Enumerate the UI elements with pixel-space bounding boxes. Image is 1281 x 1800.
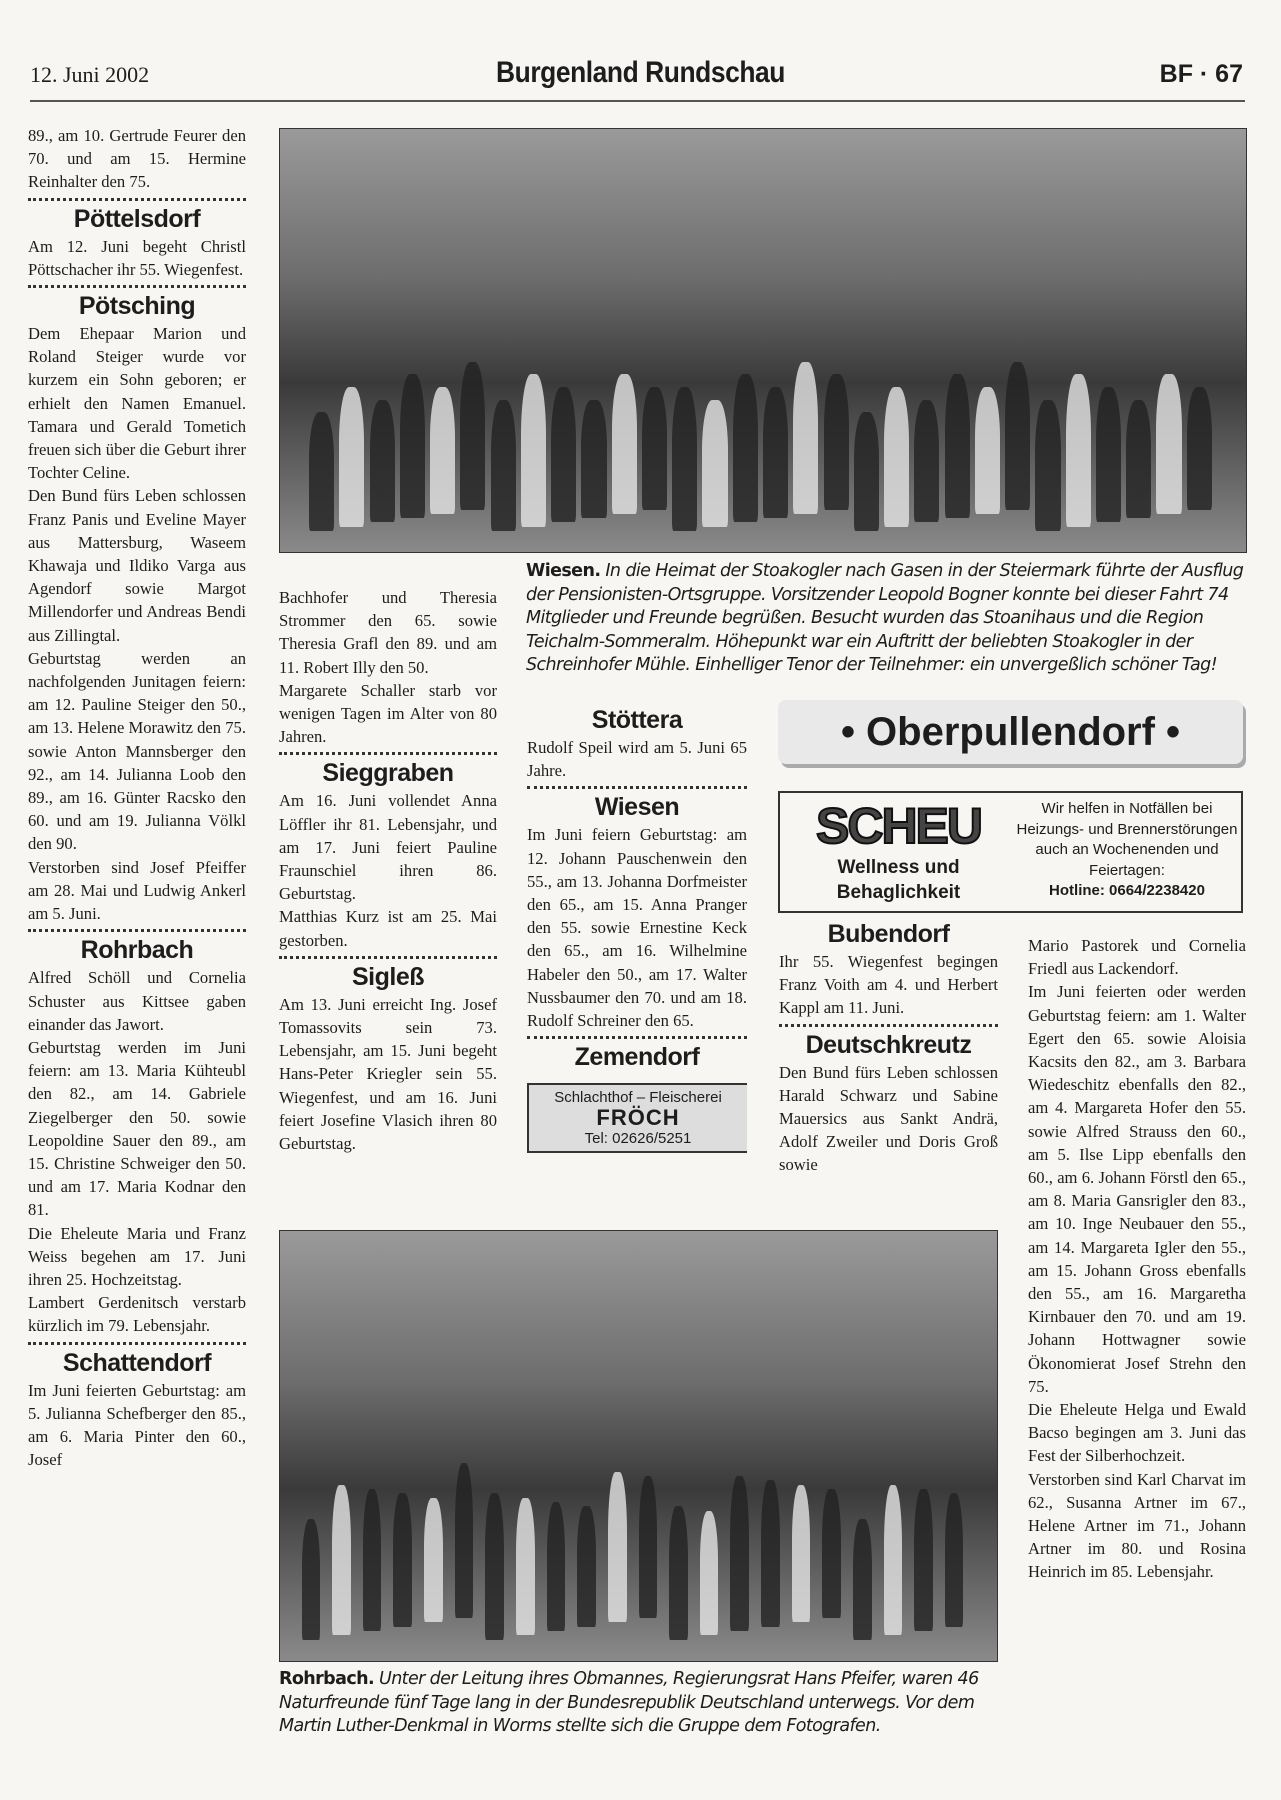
section-heading: Deutschkreutz xyxy=(805,1030,972,1059)
caption-text: Unter der Leitung ihres Obmannes, Regierungsrat Hans Pfeifer, waren 46 Naturfreunde fünf Tage lang in der Bundesrepublik Deutschland unterwegs. Vor dem Martin Luther-Denkmal in Worms stellte sich die Gruppe dem Fotografen. xyxy=(279,1669,979,1736)
photo-person-silhouette xyxy=(884,1485,903,1636)
froech-line1: Schlachthof – Fleischerei xyxy=(554,1089,722,1107)
dotted-separator xyxy=(28,285,246,288)
article-paragraph: Geburtstag werden im Juni feiern: am 13. Maria Kühteubl den 82., am 14. Gabriele Ziegelberger den 50. sowie Leopoldine Sauer den 89., am 15. Christine Schweiger den 50. und am 17. Maria Kodnar den 81. xyxy=(28,1037,246,1220)
article-paragraph: Die Eheleute Maria und Franz Weiss begehen am 17. Juni ihren 25. Hochzeitstag. xyxy=(28,1223,246,1289)
photo-person-silhouette xyxy=(763,387,788,518)
article-paragraph: Matthias Kurz ist am 25. Mai gestorben. xyxy=(279,907,497,950)
photo-person-silhouette xyxy=(822,1489,841,1618)
photo-person-silhouette xyxy=(1126,400,1151,518)
photo-person-silhouette xyxy=(1096,387,1121,522)
photo-person-silhouette xyxy=(363,1489,382,1631)
caption-lead: Wiesen. xyxy=(526,561,601,581)
scheu-text xyxy=(1016,799,1238,902)
caption-lead: Rohrbach. xyxy=(279,1669,375,1689)
photo-person-silhouette xyxy=(1005,362,1030,510)
ad-froech xyxy=(527,1083,747,1153)
photo-person-silhouette xyxy=(577,1506,596,1626)
froech-name: FRÖCH xyxy=(596,1105,680,1131)
photo-person-silhouette xyxy=(884,387,909,527)
photo-person-silhouette xyxy=(302,1519,321,1639)
section-heading: Sigleß xyxy=(351,962,424,991)
article-paragraph: Im Juni feiern Geburtstag: am 12. Johann Pauschenwein den 55., am 13. Johanna Dorfmeister den 65., am 15. Anna Pranger den 55. sowie Ernestine Keck den 65., am 16. Wilhelmine Habeler den 50., am 17. Walter Nussbaumer den 70. und am 18. Rudolf Schreiner den 65. xyxy=(527,825,747,1031)
scheu-body: Wir helfen in Notfällen bei Heizungs- und Brennerstörungen auch an Wochenenden und Feiertagen: xyxy=(1016,800,1238,879)
header-rule xyxy=(30,100,1245,102)
photo-person-silhouette xyxy=(485,1493,504,1639)
column-5 xyxy=(1028,934,1246,1749)
photo-person-silhouette xyxy=(702,400,727,527)
photo-person-silhouette xyxy=(370,400,395,523)
section-heading: Bubendorf xyxy=(827,920,950,948)
column-3 xyxy=(527,704,747,1224)
photo-person-silhouette xyxy=(521,374,546,526)
photo-person-silhouette xyxy=(455,1463,474,1618)
article-paragraph: Im Juni feierten Geburtstag: am 5. Julianna Schefberger den 85., am 6. Maria Pinter den 60., Josef xyxy=(28,1380,246,1470)
caption-rohrbach xyxy=(279,1668,999,1739)
photo-person-silhouette xyxy=(1187,387,1212,510)
article-paragraph: Die Eheleute Helga und Ewald Bacso begingen am 3. Juni das Fest der Silberhochzeit. xyxy=(1028,1400,1246,1466)
article-paragraph: Dem Ehepaar Marion und Roland Steiger wurde vor kurzem ein Sohn geboren; er erhielt den Namen Emanuel. Tamara und Gerald Tometich freuen sich über die Geburt ihrer Tochter Celine. xyxy=(28,324,246,483)
froech-phone: Tel: 02626/5251 xyxy=(584,1130,692,1148)
dotted-separator xyxy=(527,1036,747,1039)
photo-person-silhouette xyxy=(1066,374,1091,526)
article-paragraph: Am 13. Juni erreicht Ing. Josef Tomassovits sein 73. Lebensjahr, am 15. Juni begeht Hans-Peter Kriegler sein 55. Wiegenfest, und am 16. Juni feiert Josefine Vlasich ihren 80 Geburtstag. xyxy=(279,994,497,1154)
photo-person-silhouette xyxy=(945,374,970,518)
article-paragraph: Verstorben sind Josef Pfeiffer am 28. Mai und Ludwig Ankerl am 5. Juni. xyxy=(28,857,246,924)
photo-person-silhouette xyxy=(793,362,818,514)
photo-person-silhouette xyxy=(339,387,364,527)
photo-wiesen-group xyxy=(279,128,1247,553)
photo-person-silhouette xyxy=(792,1485,811,1623)
article-paragraph: Bachhofer und Theresia Strommer den 65. sowie Theresia Grafl den 89. und am 11. Robert Illy den 50. xyxy=(279,588,497,677)
photo-person-silhouette xyxy=(639,1476,658,1618)
photo-person-silhouette xyxy=(612,374,637,514)
photo-person-silhouette xyxy=(400,374,425,518)
photo-person-silhouette xyxy=(309,412,334,530)
article-paragraph: Alfred Schöll und Cornelia Schuster aus Kittsee gaben einander das Jawort. xyxy=(28,968,246,1034)
photo-person-silhouette xyxy=(669,1506,688,1639)
photo-person-silhouette xyxy=(914,1489,933,1631)
section-heading: Wiesen xyxy=(594,793,680,822)
photo-person-silhouette xyxy=(730,1476,749,1631)
section-heading: Sieggraben xyxy=(322,759,454,788)
article-paragraph: Den Bund fürs Leben schlossen Franz Panis und Eveline Mayer aus Mattersburg, Waseem Khawaja und Ildiko Varga aus Agendorf sowie Margot Millendorfer und Andreas Bendi aus Zillingtal. xyxy=(28,486,246,645)
photo-person-silhouette xyxy=(1156,374,1181,514)
newspaper-title: Burgenland Rundschau xyxy=(496,56,785,89)
photo-person-silhouette xyxy=(824,374,849,509)
issue-date: 12. Juni 2002 xyxy=(30,62,150,87)
photo-person-silhouette xyxy=(914,400,939,523)
photo-person-silhouette xyxy=(393,1493,412,1626)
photo-person-silhouette xyxy=(945,1493,964,1626)
photo-person-silhouette xyxy=(853,1519,872,1639)
dotted-separator xyxy=(279,956,497,959)
scheu-logo: SCHEU xyxy=(815,798,982,854)
photo-person-silhouette xyxy=(547,1502,566,1631)
photo-person-silhouette xyxy=(516,1498,535,1636)
photo-rohrbach-group xyxy=(279,1230,998,1662)
article-paragraph: Ihr 55. Wiegenfest begingen Franz Voith am 4. und Herbert Kappl am 11. Juni. xyxy=(779,952,998,1018)
caption-wiesen xyxy=(526,560,1246,678)
photo-person-silhouette xyxy=(460,362,485,510)
page-number: BF · 67 xyxy=(1159,60,1243,88)
photo-person-silhouette xyxy=(581,400,606,518)
photo-person-silhouette xyxy=(854,412,879,530)
article-paragraph: Margarete Schaller starb vor wenigen Tagen im Alter von 80 Jahren. xyxy=(279,680,497,747)
article-paragraph: Im Juni feierten oder werden Geburtstag feiern: am 1. Walter Egert den 65. sowie Aloisia Kacsits den 82., am 3. Barbara Wiedeschitz ebenfalls den 82., am 4. Margareta Hofer den 55. sowie Alfred Strauss den 60., am 5. Ilse Lipp ebenfalls den 60., am 6. Johann Förstl den 65., am 8. Maria Gansrigler den 83., am 10. Inge Neubauer den 55., am 14. Margareta Igler den 55., am 15. Johann Gross ebenfalls den 55., am 16. Margaretha Kirnbauer den 70. und am 19. Johann Hottwagner sowie Ökonomierat Josef Strehn den 75. xyxy=(1028,982,1246,1396)
dotted-separator xyxy=(28,198,246,201)
photo-person-silhouette xyxy=(332,1485,351,1636)
section-banner-oberpullendorf: • Oberpullendorf • xyxy=(778,700,1243,764)
photo-person-silhouette xyxy=(1035,400,1060,531)
section-heading: Stöttera xyxy=(591,706,683,734)
photo-person-silhouette xyxy=(608,1472,627,1623)
dotted-separator xyxy=(779,1024,998,1027)
photo-person-silhouette xyxy=(642,387,667,510)
article-paragraph: Verstorben sind Karl Charvat im 62., Susanna Artner im 67., Helene Artner im 71., Johann Artner im 80. und Rosina Heinrich im 85. Lebensjahr. xyxy=(1028,1469,1246,1582)
section-heading: Zemendorf xyxy=(574,1043,700,1072)
dotted-separator xyxy=(28,929,246,932)
photo-person-silhouette xyxy=(424,1498,443,1623)
section-heading: Pötsching xyxy=(78,292,196,321)
article-paragraph: Am 16. Juni vollendet Anna Löffler ihr 81. Lebensjahr, und am 17. Juni feiert Pauline Fraunschiel ihren 86. Geburtstag. xyxy=(279,791,497,904)
article-paragraph: Geburtstag werden an nachfolgenden Junitagen feiern: am 12. Pauline Steiger den 50., am 13. Helene Morawitz den 75. sowie Anton Mannsberger den 92., am 14. Julianna Loob den 89., am 16. Günter Racsko den 60. und am 19. Julianna Völkl den 90. xyxy=(28,648,246,854)
photo-person-silhouette xyxy=(975,387,1000,514)
section-heading: Rohrbach xyxy=(80,936,194,965)
photo-person-silhouette xyxy=(733,374,758,522)
photo-person-silhouette xyxy=(491,400,516,531)
article-paragraph: Lambert Gerdenitsch verstarb kürzlich im 79. Lebensjahr. xyxy=(28,1293,246,1336)
caption-text: In die Heimat der Stoakogler nach Gasen in der Steiermark führte der Ausflug der Pensionisten-Ortsgruppe. Vorsitzender Leopold Bogner konnte bei dieser Fahrt 74 Mitglieder und Freunde begrüßen. Besucht wurden das Stoanihaus und die Region Teichalm-Sommeralm. Höhepunkt war ein Auftritt der beliebten Stoakogler in der Schreinhofer Mühle. Einhelliger Tenor der Teilnehmer: ein unvergeßlich schöner Tag! xyxy=(526,561,1244,675)
article-paragraph: Am 12. Juni begeht Christl Pöttschacher ihr 55. Wiegenfest. xyxy=(28,236,246,279)
photo-person-silhouette xyxy=(430,387,455,514)
photo-person-silhouette xyxy=(672,387,697,531)
tagline-line2: Behaglichkeit xyxy=(836,882,961,903)
section-heading: Schattendorf xyxy=(62,1348,212,1377)
dotted-separator xyxy=(527,786,747,789)
dotted-separator xyxy=(279,752,497,755)
ad-scheu xyxy=(778,791,1243,913)
article-paragraph: Mario Pastorek und Cornelia Friedl aus Lackendorf. xyxy=(1028,936,1246,979)
tagline-line1: Wellness und xyxy=(837,857,960,878)
section-heading: Pöttelsdorf xyxy=(73,204,201,233)
scheu-hotline: Hotline: 0664/2238420 xyxy=(1049,882,1205,899)
dotted-separator xyxy=(28,1342,246,1345)
column-4 xyxy=(779,918,998,1218)
column-1 xyxy=(28,124,246,1749)
scheu-tagline xyxy=(786,855,1011,905)
article-paragraph: 89., am 10. Gertrude Feurer den 70. und am 15. Hermine Reinhalter den 75. xyxy=(28,126,246,192)
article-paragraph: Rudolf Speil wird am 5. Juni 65 Jahre. xyxy=(527,738,747,781)
article-paragraph: Den Bund fürs Leben schlossen Harald Schwarz und Sabine Mauersics aus Sankt Andrä, Adolf Zweiler und Doris Groß sowie xyxy=(779,1062,998,1175)
photo-person-silhouette xyxy=(761,1480,780,1626)
column-2 xyxy=(279,586,497,1218)
photo-person-silhouette xyxy=(700,1511,719,1636)
photo-person-silhouette xyxy=(551,387,576,522)
